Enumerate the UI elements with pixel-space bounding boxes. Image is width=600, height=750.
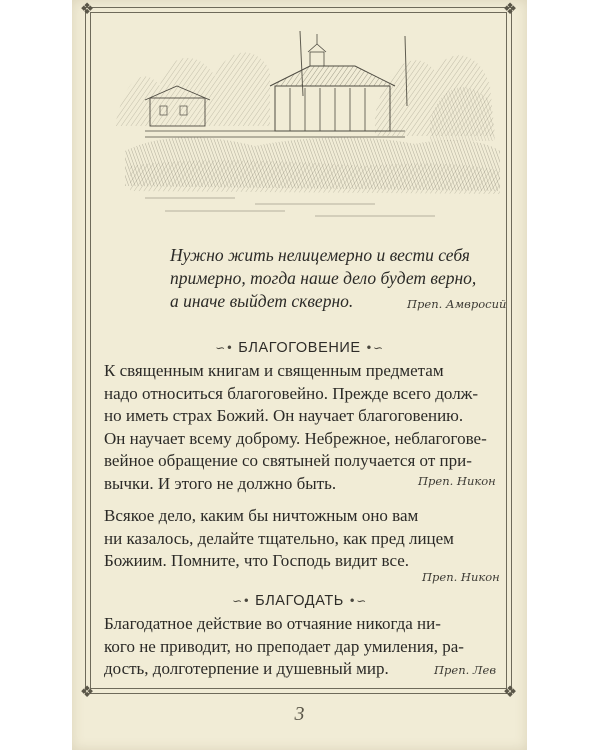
corner-ornament-bottom-right: ❖ <box>502 682 518 701</box>
paragraph-line: ни казалось, делайте тщательно, как пред лицем <box>104 528 454 548</box>
section-heading-reverence <box>72 340 527 356</box>
paragraph-line: вычки. И этого не должно быть. <box>104 473 337 493</box>
section-heading-grace <box>72 593 527 609</box>
epigraph-line: а иначе выйдет скверно. <box>170 291 354 311</box>
epigraph-line: примерно, тогда наше дело будет верно, <box>170 268 477 288</box>
heading-text: БЛАГОДАТЬ <box>255 593 344 609</box>
paragraph-line: надо относиться благоговейно. Прежде всего долж- <box>104 383 479 403</box>
corner-ornament-bottom-left: ❖ <box>79 682 95 701</box>
paragraph-line: К священным книгам и священным предметам <box>104 361 444 380</box>
corner-ornament-top-left: ❖ <box>79 0 95 18</box>
paragraph-line: дость, долготерпение и душевный мир. <box>104 659 389 678</box>
page-number: 3 <box>294 703 305 725</box>
heading-ornament-left: ∽• <box>215 341 234 355</box>
paragraph-line: кого не приводит, но преподает дар умиления, ра- <box>104 636 464 656</box>
epigraph-line: Нужно жить нелицемерно и вести себя <box>170 245 470 265</box>
paragraph-line: вейное обращение со святыней получается от при- <box>104 451 472 470</box>
paragraph-line: Божиим. Помните, что Господь видит все. <box>104 551 410 570</box>
heading-ornament-right: •∽ <box>365 341 384 355</box>
epigraph-signature: Преп. Амвросий <box>407 297 507 311</box>
paragraph-reverence-2 <box>104 505 499 573</box>
heading-ornament-right: •∽ <box>348 594 367 608</box>
heading-text: БЛАГОГОВЕНИЕ <box>238 340 361 356</box>
signature-nikon-1: Преп. Никон <box>418 474 496 488</box>
corner-ornament-top-right: ❖ <box>502 0 518 18</box>
heading-ornament-left: ∽• <box>232 594 251 608</box>
signature-nikon-2: Преп. Никон <box>422 570 500 584</box>
paragraph-line: Благодатное действие во отчаяние никогда ни- <box>104 614 441 633</box>
book-page <box>72 0 527 750</box>
paragraph-line: Он научает всему доброму. Небрежное, неблагогове- <box>104 428 487 448</box>
signature-lev: Преп. Лев <box>434 663 497 677</box>
paragraph-line: Всякое дело, каким бы ничтожным оно вам <box>104 506 419 525</box>
paragraph-line: но иметь страх Божий. Он научает благоговению. <box>104 406 464 425</box>
monastery-sketch-illustration <box>105 16 505 226</box>
